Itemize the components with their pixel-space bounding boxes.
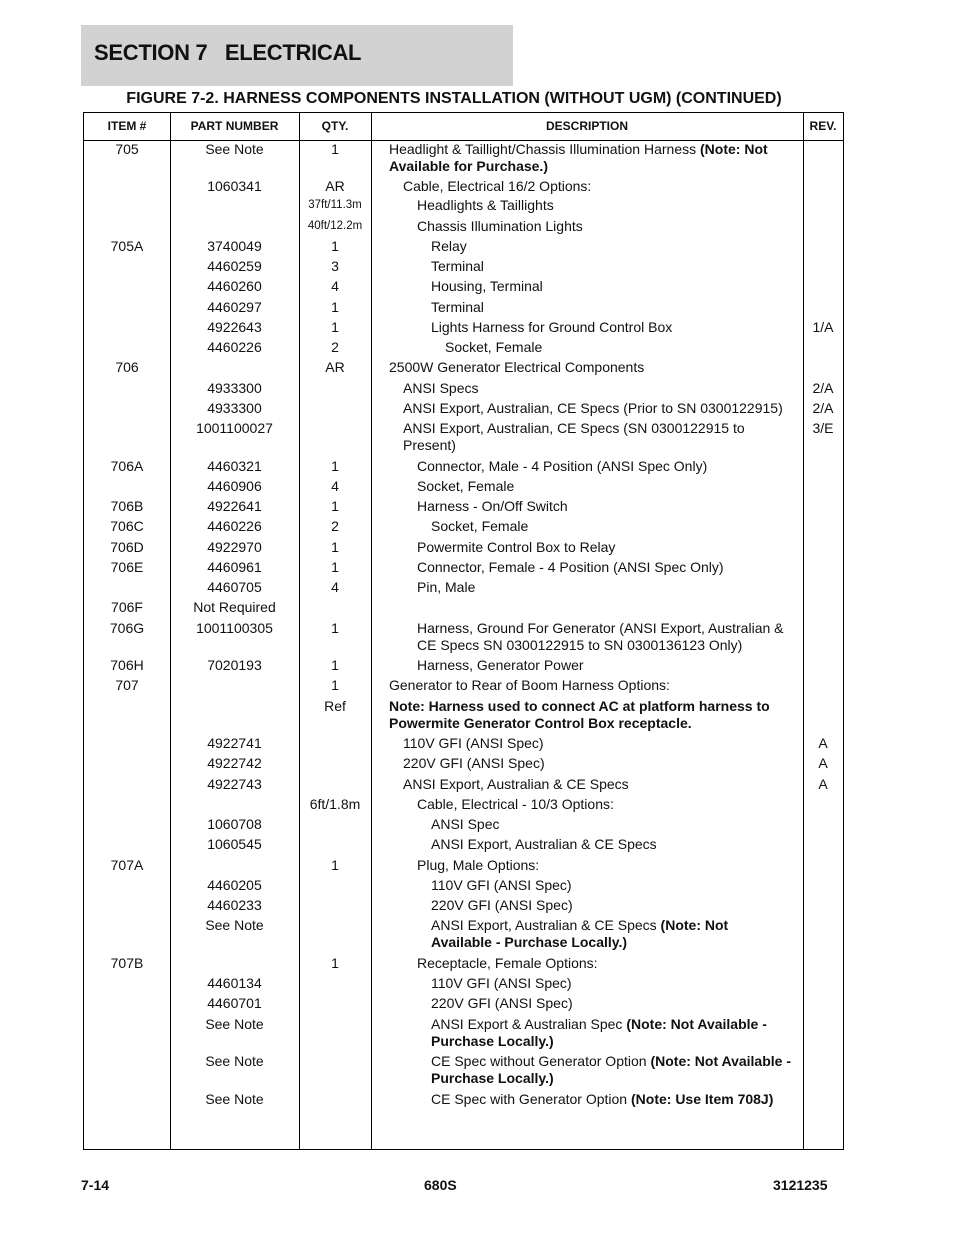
quantity: 1 — [331, 458, 339, 474]
description-text: ANSI Export, Australian, CE Specs (Prior to SN 0300122915) — [403, 400, 783, 416]
description-text: ANSI Specs — [403, 380, 479, 396]
description-text: Terminal — [431, 258, 484, 274]
part-number: 1001100305 — [196, 620, 273, 636]
description — [371, 238, 791, 255]
description-text: Headlights & Taillights — [417, 197, 554, 213]
quantity: 6ft/1.8m — [309, 796, 361, 812]
revision: 1/A — [812, 319, 834, 335]
part-number: 4933300 — [207, 400, 262, 416]
part-number: 4460321 — [207, 458, 262, 474]
part-number: 4460701 — [207, 995, 262, 1011]
item-number: 706B — [110, 498, 144, 514]
item-number: 706H — [110, 657, 144, 673]
description-text: Connector, Male - 4 Position (ANSI Spec Only) — [417, 458, 708, 474]
description-text: Housing, Terminal — [431, 278, 543, 294]
part-number: 4460260 — [207, 278, 262, 294]
description-text: CE Spec without Generator Option — [431, 1053, 651, 1069]
part-number: 4460259 — [207, 258, 262, 274]
part-number: 1060545 — [207, 836, 262, 852]
item-number: 706E — [110, 559, 144, 575]
description-text: 220V GFI (ANSI Spec) — [431, 897, 573, 913]
description — [371, 816, 791, 833]
part-number: 3740049 — [207, 238, 262, 254]
description — [371, 420, 791, 454]
part-number: 4460961 — [207, 559, 262, 575]
header-qty: QTY. — [321, 119, 349, 133]
quantity: 4 — [331, 478, 339, 494]
part-number: See Note — [205, 1016, 264, 1032]
description — [371, 897, 791, 914]
item-number: 706G — [109, 620, 145, 636]
description — [371, 178, 791, 195]
description — [371, 278, 791, 295]
revision: A — [818, 735, 828, 751]
quantity: 37ft/11.3m — [308, 199, 362, 211]
part-number: 4460705 — [207, 579, 262, 595]
item-number: 706D — [110, 539, 144, 555]
description — [371, 995, 791, 1012]
description-note: (Note: Not Available - Purchase Locally.) — [431, 1016, 767, 1049]
description — [371, 917, 791, 951]
quantity: 1 — [331, 141, 339, 157]
description-text: Plug, Male Options: — [417, 857, 540, 873]
part-number: 7020193 — [207, 657, 262, 673]
description — [371, 319, 791, 336]
header-description: DESCRIPTION — [545, 119, 628, 133]
description — [371, 141, 791, 175]
description-text: Relay — [431, 238, 467, 254]
revision: A — [818, 776, 828, 792]
description — [371, 698, 791, 732]
description-text: 2500W Generator Electrical Components — [389, 359, 645, 375]
item-number: 705A — [110, 238, 144, 254]
description — [371, 380, 791, 397]
part-number: 4922641 — [207, 498, 262, 514]
description — [371, 299, 791, 316]
description — [371, 1091, 791, 1108]
revision: 2/A — [812, 400, 834, 416]
item-number: 706A — [110, 458, 144, 474]
part-number: 4460205 — [207, 877, 262, 893]
quantity: 4 — [331, 579, 339, 595]
description-text: Harness, Ground For Generator (ANSI Export, Australian & CE Specs SN 0300122915 to SN 0300136123 Only) — [417, 620, 784, 653]
item-number: 706 — [115, 359, 139, 375]
description-note: (Note: Not Available - Purchase Locally.) — [431, 1053, 791, 1086]
description-text: Powermite Control Box to Relay — [417, 539, 616, 555]
quantity: 1 — [331, 559, 339, 575]
description-text: CE Spec with Generator Option — [431, 1091, 631, 1107]
item-number: 705 — [115, 141, 139, 157]
description-text: Socket, Female — [431, 518, 529, 534]
description — [371, 359, 791, 376]
header-part-number: PART NUMBER — [190, 119, 279, 133]
revision: 2/A — [812, 380, 834, 396]
header-item: ITEM # — [107, 119, 147, 133]
description — [371, 1016, 791, 1050]
description-text: Socket, Female — [417, 478, 515, 494]
description-text: Pin, Male — [417, 579, 476, 595]
part-number: 4922741 — [207, 735, 262, 751]
part-number: See Note — [205, 1091, 264, 1107]
quantity: 1 — [331, 857, 339, 873]
description-text: Socket, Female — [445, 339, 543, 355]
part-number: 4460297 — [207, 299, 262, 315]
part-number: 4460233 — [207, 897, 262, 913]
part-number: 4460906 — [207, 478, 262, 494]
quantity: 40ft/12.2m — [307, 220, 363, 232]
description-text: Chassis Illumination Lights — [417, 218, 583, 234]
part-number: 4922643 — [207, 319, 262, 335]
part-number: See Note — [205, 917, 264, 933]
quantity: 1 — [331, 677, 339, 693]
quantity: 4 — [331, 278, 339, 294]
description — [371, 539, 791, 556]
description-text: ANSI Export, Australian & CE Specs — [403, 776, 629, 792]
description — [371, 677, 791, 694]
quantity: Ref — [324, 698, 346, 714]
description-note: (Note: Not Available - Purchase Locally.) — [431, 917, 729, 950]
quantity: 3 — [331, 258, 339, 274]
quantity: 1 — [331, 657, 339, 673]
quantity: 2 — [331, 339, 339, 355]
description — [371, 877, 791, 894]
description — [371, 258, 791, 275]
part-number: 1060708 — [207, 816, 262, 832]
item-number: 707A — [110, 857, 144, 873]
description — [371, 836, 791, 853]
description-text: Connector, Female - 4 Position (ANSI Spec Only) — [417, 559, 724, 575]
description — [371, 400, 791, 417]
description — [371, 1053, 791, 1087]
description — [371, 735, 791, 752]
description-note: (Note: Not Available for Purchase.) — [389, 141, 768, 174]
quantity: 1 — [331, 319, 339, 335]
part-number: 4460226 — [207, 339, 262, 355]
item-number: 707 — [115, 677, 139, 693]
item-number: 707B — [110, 955, 144, 971]
description-text: 110V GFI (ANSI Spec) — [431, 975, 572, 991]
parts-table — [83, 112, 844, 1150]
description-text: ANSI Spec — [431, 816, 500, 832]
description — [371, 458, 791, 475]
quantity: 1 — [331, 299, 339, 315]
description-text: 220V GFI (ANSI Spec) — [431, 995, 573, 1011]
description — [371, 339, 791, 356]
description-text: Receptacle, Female Options: — [417, 955, 598, 971]
description-text: 110V GFI (ANSI Spec) — [431, 877, 572, 893]
column-divider — [803, 113, 804, 1149]
description-text: Lights Harness for Ground Control Box — [431, 319, 673, 335]
description-text: 220V GFI (ANSI Spec) — [403, 755, 545, 771]
model-name: 680S — [424, 1177, 457, 1193]
description-text: 110V GFI (ANSI Spec) — [403, 735, 544, 751]
description — [371, 620, 791, 654]
description-text: ANSI Export, Australian & CE Specs — [431, 917, 661, 933]
description-text: ANSI Export & Australian Spec — [431, 1016, 627, 1032]
description — [371, 518, 791, 535]
part-number: Not Required — [193, 599, 276, 615]
document-number: 3121235 — [773, 1177, 828, 1193]
header-rev: REV. — [809, 119, 837, 133]
description-text: Cable, Electrical 16/2 Options: — [403, 178, 592, 194]
section-title: SECTION 7 ELECTRICAL — [94, 40, 362, 65]
description — [371, 796, 791, 813]
description — [371, 579, 791, 596]
part-number: 4460226 — [207, 518, 262, 534]
description — [371, 776, 791, 793]
figure-title: FIGURE 7-2. HARNESS COMPONENTS INSTALLATION (WITHOUT UGM) (CONTINUED) — [126, 90, 782, 107]
part-number: 4460134 — [207, 975, 262, 991]
description — [371, 559, 791, 576]
description-text: Cable, Electrical - 10/3 Options: — [417, 796, 614, 812]
part-number: 4922742 — [207, 755, 262, 771]
part-number: 4922970 — [207, 539, 262, 555]
description — [371, 197, 791, 214]
description — [371, 657, 791, 674]
part-number: 1060341 — [207, 178, 262, 194]
revision: A — [818, 755, 828, 771]
item-number: 706C — [110, 518, 144, 534]
part-number: 4922743 — [207, 776, 262, 792]
quantity: AR — [325, 359, 345, 375]
part-number: 1001100027 — [196, 420, 273, 436]
description — [371, 498, 791, 515]
quantity: 2 — [331, 518, 339, 534]
description — [371, 478, 791, 495]
description-note: (Note: Use Item 708J) — [631, 1091, 774, 1107]
description — [371, 975, 791, 992]
quantity: 1 — [331, 539, 339, 555]
item-number: 706F — [111, 599, 143, 615]
description — [371, 955, 791, 972]
description-text: Harness - On/Off Switch — [417, 498, 568, 514]
description-text: Harness, Generator Power — [417, 657, 584, 673]
description-text: ANSI Export, Australian & CE Specs — [431, 836, 657, 852]
part-number: 4933300 — [207, 380, 262, 396]
description-note: Note: Harness used to connect AC at platform harness to Powermite Generator Control Box receptacle. — [389, 698, 770, 731]
part-number: See Note — [205, 1053, 264, 1069]
description — [371, 755, 791, 772]
quantity: 1 — [331, 620, 339, 636]
quantity: AR — [325, 178, 345, 194]
quantity: 1 — [331, 498, 339, 514]
description-text: Headlight & Taillight/Chassis Illumination Harness — [389, 141, 701, 157]
part-number: See Note — [205, 141, 264, 157]
description — [371, 218, 791, 235]
revision: 3/E — [812, 420, 834, 436]
quantity: 1 — [331, 238, 339, 254]
description-text: Terminal — [431, 299, 484, 315]
quantity: 1 — [331, 955, 339, 971]
page-number: 7-14 — [81, 1177, 110, 1193]
description — [371, 857, 791, 874]
description-text: ANSI Export, Australian, CE Specs (SN 0300122915 to Present) — [403, 420, 745, 453]
description-text: Generator to Rear of Boom Harness Options: — [389, 677, 670, 693]
